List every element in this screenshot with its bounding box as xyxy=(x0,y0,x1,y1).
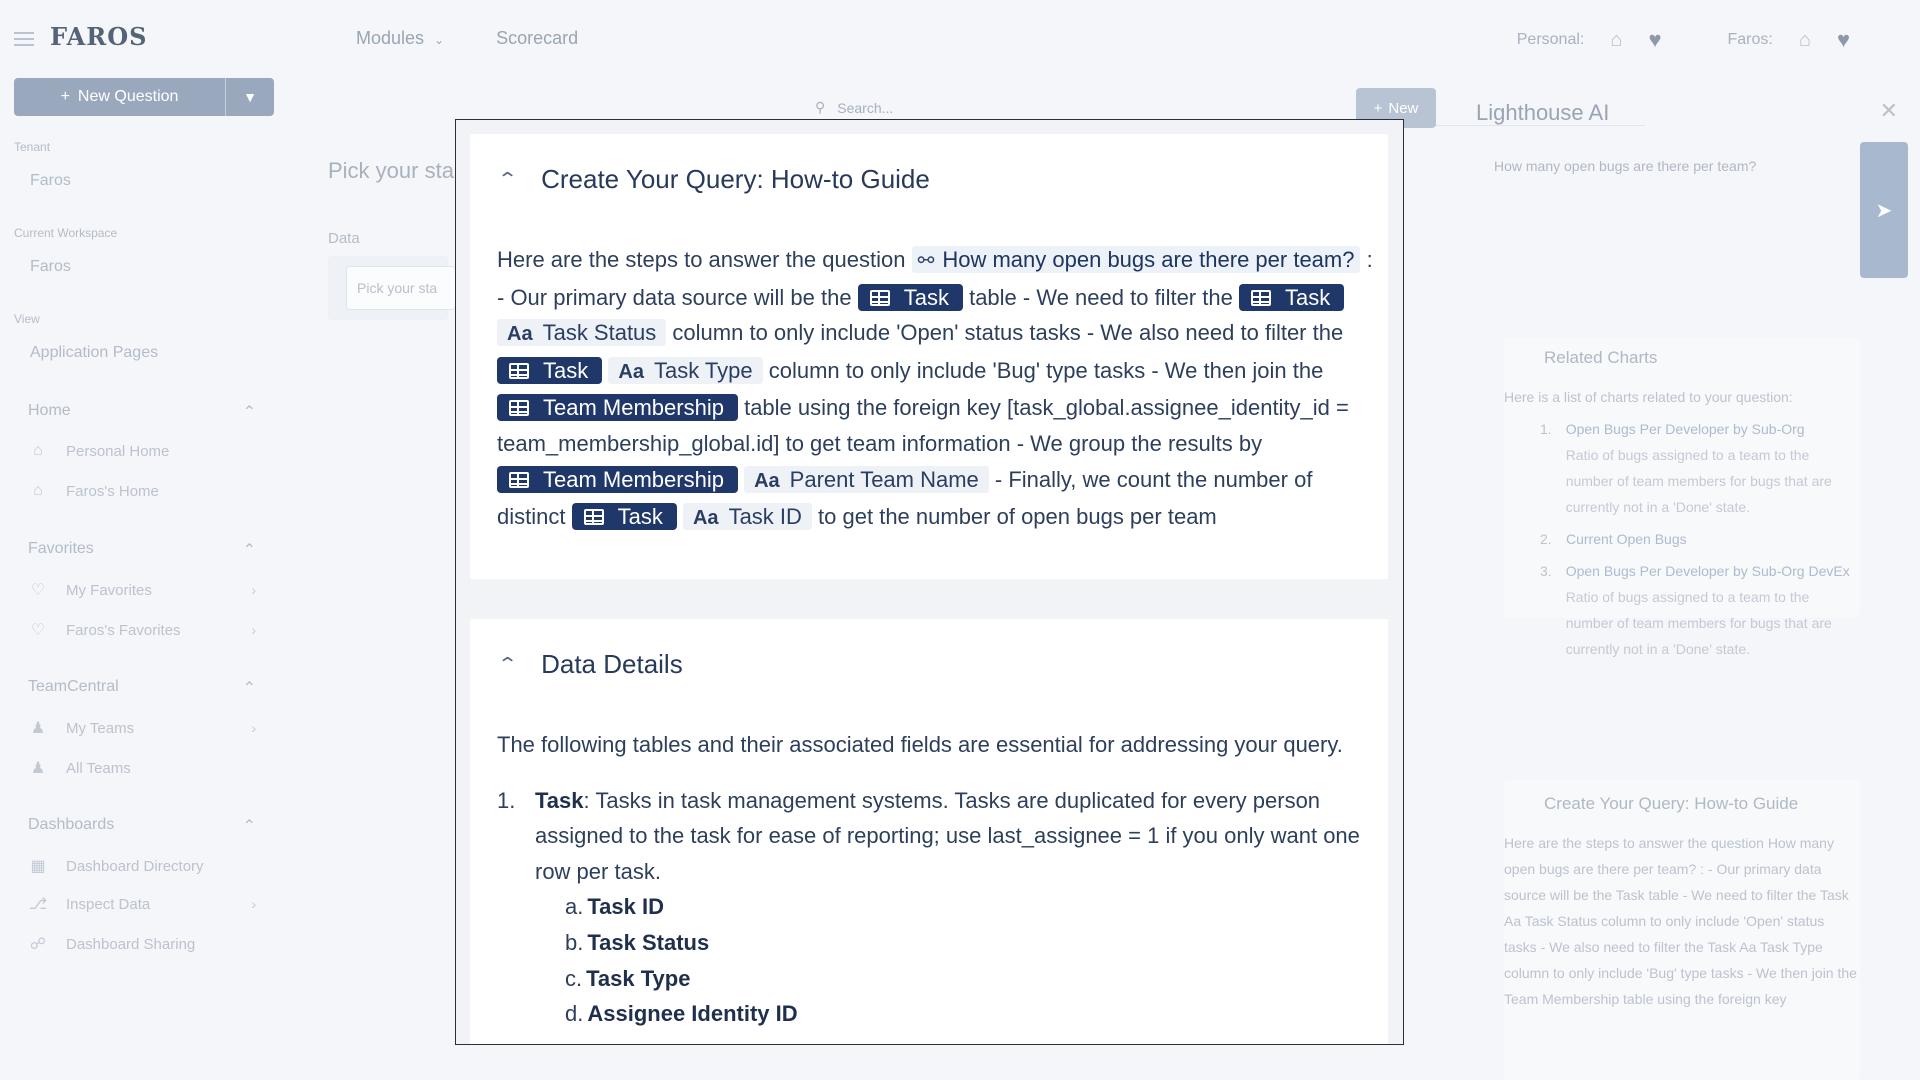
details-header[interactable] xyxy=(496,649,683,680)
related-item[interactable]: 3. Open Bugs Per Developer by Sub-Org DevEx Ratio of bugs assigned to a team to the number of team members for bugs that are currently not in a 'Done' state. xyxy=(1540,563,1850,657)
chevron-right-icon: › xyxy=(251,582,256,598)
menu-icon[interactable] xyxy=(14,32,34,46)
details-intro: The following tables and their associated fields are essential for addressing your query. xyxy=(497,732,1343,757)
table-entry: 1. Task: Tasks in task management systems. Tasks are duplicated for every person assigned to the task for ease of reporting; use last_assignee = 1 if you only want one row per task. a. Task ID b. Task Status c. Task Type d. Assignee Identity ID xyxy=(497,783,1377,1032)
view-label: View xyxy=(14,312,40,326)
dashboard-icon: ▦ xyxy=(30,858,46,875)
dropdown-caret-icon[interactable]: ▼ xyxy=(243,89,257,105)
dashboards-section[interactable]: Dashboards ⌃ xyxy=(28,816,256,835)
table-chip-task[interactable]: Task xyxy=(497,357,602,384)
details-body xyxy=(497,727,1377,1032)
sidebar-item-my-teams[interactable]: ♟ My Teams › xyxy=(28,718,256,738)
chevron-up-icon[interactable]: ⌃ xyxy=(496,654,519,674)
ai-question: How many open bugs are there per team? xyxy=(1494,158,1757,174)
text-field-icon: Aa xyxy=(754,469,780,492)
how-to-guide-card xyxy=(470,134,1388,579)
chevron-right-icon: › xyxy=(251,720,256,736)
send-arrow-icon[interactable]: ➤ xyxy=(1860,142,1908,278)
heart-outline-icon: ♡ xyxy=(30,622,46,639)
inspect-icon: ⎇ xyxy=(28,896,48,913)
table-icon xyxy=(509,472,529,488)
sidebar-item-dashboard-directory[interactable]: ▦ Dashboard Directory xyxy=(28,856,256,876)
new-button[interactable]: + New xyxy=(1356,88,1436,128)
table-chip-task[interactable]: Task xyxy=(858,284,963,311)
ai-title: Lighthouse AI xyxy=(1476,100,1610,125)
related-item[interactable]: 2. Current Open Bugs xyxy=(1540,531,1687,547)
text-field-icon: Aa xyxy=(618,360,644,383)
field-entry: c. Task Type xyxy=(565,965,691,991)
question-chip[interactable]: ⚯ How many open bugs are there per team? xyxy=(912,246,1361,273)
ai-guide-card xyxy=(1504,780,1860,1080)
guide-title: Create Your Query: How-to Guide xyxy=(541,164,930,194)
chevron-right-icon: › xyxy=(251,896,256,912)
sidebar xyxy=(0,76,290,1080)
sidebar-item-dashboard-sharing[interactable]: ☍ Dashboard Sharing xyxy=(29,935,196,953)
table-name: Task xyxy=(535,787,584,813)
related-charts-card xyxy=(1504,338,1860,657)
table-chip-team-membership[interactable]: Team Membership xyxy=(497,466,738,493)
field-chip-task-id[interactable]: Aa Task ID xyxy=(683,503,812,530)
nav-scorecard[interactable]: Scorecard xyxy=(496,28,579,48)
sidebar-item-personal-home[interactable]: ⌂ Personal Home xyxy=(28,442,256,460)
query-guide-modal xyxy=(455,119,1404,1045)
home-icon: ⌂ xyxy=(33,482,43,499)
search-icon: ⚲ xyxy=(815,99,826,115)
sidebar-item-faros-favorites[interactable]: ♡ Faros's Favorites › xyxy=(28,620,256,640)
home-icon: ⌂ xyxy=(33,442,43,459)
pick-source-input[interactable]: Pick your sta xyxy=(346,266,456,310)
lighthouse-ai-panel xyxy=(1460,76,1920,1080)
workspace-label: Current Workspace xyxy=(14,226,118,240)
heart-outline-icon: ♡ xyxy=(30,582,46,599)
close-icon[interactable]: ✕ xyxy=(1879,98,1898,123)
workspace-value[interactable]: Faros xyxy=(30,258,71,275)
table-chip-task[interactable]: Task xyxy=(1239,284,1344,311)
ai-guide-title: Create Your Query: How-to Guide xyxy=(1544,794,1799,813)
faros-logo[interactable]: FAROS xyxy=(50,22,148,51)
plus-icon: + xyxy=(60,88,70,105)
heart-icon[interactable]: ♥ xyxy=(1836,27,1850,52)
personal-label: Personal: xyxy=(1516,31,1585,48)
sidebar-item-all-teams[interactable]: ♟ All Teams xyxy=(28,758,256,778)
field-entry: a. Task ID xyxy=(565,894,664,920)
tenant-value[interactable]: Faros xyxy=(30,172,71,189)
team-icon: ♟ xyxy=(30,760,46,777)
field-chip-task-type[interactable]: Aa Task Type xyxy=(608,357,762,384)
chevron-up-icon: ⌃ xyxy=(242,680,256,697)
guide-body: Here are the steps to answer the question ⚯ How many open bugs are there per team? : - Our primary data source will be the Task table - We need to filter the Task Aa Task Status column to only include 'Open' status tasks - We also need to filter the Task Aa Task Type column to only include 'Bug' type tasks - We then join the Team Membership table using the foreign key [task_global.assignee_identity_id = team_membership_global.id] to get team information - We group the results by Team Membership Aa Parent Team Name - Finally, we count the number of distinct Task Aa Task ID to get the number of open bugs per team xyxy=(497,247,1373,530)
favorites-section[interactable]: Favorites ⌃ xyxy=(28,540,256,559)
table-icon xyxy=(584,509,604,525)
view-value[interactable]: Application Pages xyxy=(30,344,159,361)
sidebar-item-inspect-data[interactable]: ⎇ Inspect Data › xyxy=(28,895,256,913)
field-entry: b. Task Status xyxy=(565,929,710,955)
chevron-down-icon: ⌄ xyxy=(434,33,445,47)
text-field-icon: Aa xyxy=(692,507,719,530)
chevron-up-icon: ⌃ xyxy=(242,542,256,559)
table-chip-team-membership[interactable]: Team Membership xyxy=(497,394,738,421)
share-icon: ☍ xyxy=(29,936,47,953)
team-icon: ♟ xyxy=(30,720,46,737)
chevron-up-icon[interactable]: ⌃ xyxy=(496,169,519,189)
table-icon xyxy=(509,363,529,379)
data-label: Data xyxy=(328,230,360,247)
home-icon[interactable]: ⌂ xyxy=(1610,28,1623,51)
sidebar-item-faros-home[interactable]: ⌂ Faros's Home xyxy=(28,482,256,500)
chevron-up-icon: ⌃ xyxy=(242,818,256,835)
table-description: : Tasks in task management systems. Tasks are duplicated for every person assigned to the task for ease of reporting; use last_assignee = 1 if you only want one row per task. xyxy=(535,787,1360,884)
related-title: Related Charts xyxy=(1544,348,1658,367)
top-nav xyxy=(356,28,578,49)
heart-icon[interactable]: ♥ xyxy=(1648,27,1662,52)
nav-modules[interactable]: Modules ⌄ xyxy=(356,28,445,48)
table-icon xyxy=(509,400,529,416)
table-icon xyxy=(1251,290,1271,306)
related-intro: Here is a list of charts related to your question: xyxy=(1504,389,1793,405)
question-icon: ⚯ xyxy=(917,250,935,272)
teamcentral-section[interactable]: TeamCentral ⌃ xyxy=(28,678,256,697)
related-item[interactable]: 1. Open Bugs Per Developer by Sub-Org Ratio of bugs assigned to a team to the number of team members for bugs that are currently not in a 'Done' state. xyxy=(1540,421,1832,515)
data-details-card xyxy=(470,619,1388,1045)
details-title: Data Details xyxy=(541,649,683,679)
pick-title: Pick your sta xyxy=(328,158,454,183)
plus-icon: + xyxy=(1373,99,1383,117)
field-entry: d. Assignee Identity ID xyxy=(565,1001,798,1027)
sidebar-item-my-favorites[interactable]: ♡ My Favorites › xyxy=(28,580,256,600)
top-right-shortcuts xyxy=(1517,27,1850,53)
chevron-up-icon: ⌃ xyxy=(242,404,256,421)
new-question-button[interactable]: + New Question ▼ xyxy=(14,78,274,116)
chevron-right-icon: › xyxy=(251,622,256,638)
ai-guide-preview: Here are the steps to answer the question How many open bugs are there per team? : - Our primary data source will be the Task table - We need to filter the Task Aa Task Status column to only include 'Open' status tasks - We also need to filter the Task Aa Task Type column to only include 'Bug' type tasks - We then join the Team Membership table using the foreign key xyxy=(1504,835,1857,1007)
table-icon xyxy=(870,290,890,306)
top-bar xyxy=(0,0,1920,76)
faros-label: Faros: xyxy=(1727,31,1773,48)
field-chip-parent-team-name[interactable]: Aa Parent Team Name xyxy=(744,466,989,493)
home-section[interactable]: Home ⌃ xyxy=(28,402,256,421)
field-chip-task-status[interactable]: Aa Task Status xyxy=(497,319,666,346)
table-chip-task[interactable]: Task xyxy=(572,503,677,530)
home-icon[interactable]: ⌂ xyxy=(1798,28,1811,51)
guide-header[interactable] xyxy=(496,164,930,195)
text-field-icon: Aa xyxy=(507,323,533,346)
search-input[interactable]: ⚲ Search... xyxy=(805,90,1645,126)
tenant-label: Tenant xyxy=(14,140,51,154)
